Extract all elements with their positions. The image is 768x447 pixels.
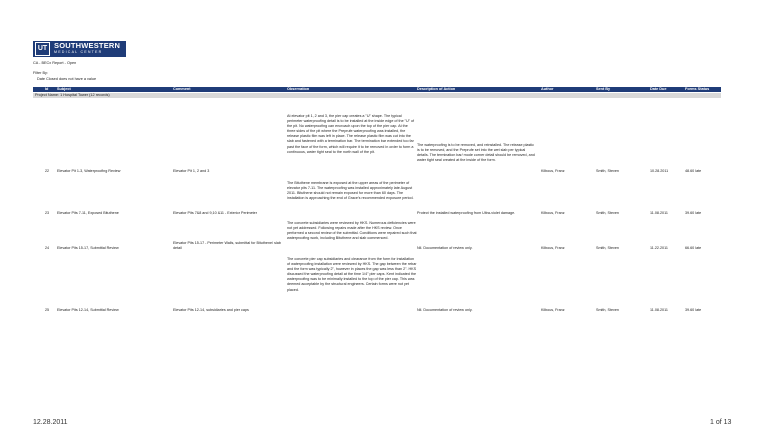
logo-subname: MEDICAL CENTER xyxy=(54,50,103,54)
row-date-due: 10.28.2011 xyxy=(650,169,669,173)
group-row xyxy=(33,93,721,98)
row-subject: Elevator Pits 15-17, Submittal Review xyxy=(57,246,119,250)
col-author: Author xyxy=(541,87,554,91)
filter-value: Date Closed does not have a value xyxy=(37,77,97,81)
row-subject: Elevator Pits 12-14, Submittal Review xyxy=(57,308,119,312)
row-observation: The concrete subsidiaries were reviewed by HKS. Numerous deficiencies were not yet addressed. Following repairs made after the HKS review. Once performed a second review of the submittal. Conditions were repaired such that waterproofing work, including Bituthene and slab commenced. xyxy=(287,221,417,241)
row-comment: Elevator Pits 7&8 and 9,10 &11 - Exterior Perimeter xyxy=(173,211,257,215)
row-action: The waterproofing is to be removed, and reinstalled. The release plastic is to be removed, and the Preprufe set into the wet slab per typical details. The termination bar/ mode corner detail should be removed, and water tight seal created at the inside of the form. xyxy=(417,143,535,163)
row-id: 22 xyxy=(45,169,50,173)
row-subject: Elevator Pit 1-3, Waterproofing Review xyxy=(57,169,121,173)
row-author: Kilbous, Franz xyxy=(541,211,565,215)
row-observation: The Bituthene membrane is exposed at the upper areas of the perimeter of elevator pits 7-11. The waterproofing was installed approximately late August 2011. Bituthene should not remain exposed for more than 60 days. The installation is approaching the end of Grace's recommended exposure period. xyxy=(287,181,414,201)
row-status: 39.60 late xyxy=(685,308,702,312)
row-sent-by: Smith, Steven xyxy=(596,169,619,173)
logo xyxy=(33,41,126,57)
filter-label: Filter By: xyxy=(33,71,48,75)
footer-date: 12.28.2011 xyxy=(33,419,68,426)
col-comment: Comment xyxy=(173,87,191,91)
row-author: Kilbous, Franz xyxy=(541,169,565,173)
col-date-due: Date Due xyxy=(650,87,667,91)
report-title: CA - BECx Report - Open xyxy=(33,61,77,65)
row-subject: Elevator Pits 7-11, Exposed Bituthene xyxy=(57,211,119,215)
row-status: 39.60 late xyxy=(685,211,702,215)
row-sent-by: Smith, Steven xyxy=(596,308,619,312)
row-date-due: 11.08.2011 xyxy=(650,308,668,312)
row-comment: Elevator Pits 15-17 - Perimeter Walls, submittal for Bituthene/ slab detail xyxy=(173,241,281,251)
row-observation: At elevator pit 1, 2 and 3, the pier cap creates a "U" shape. The typical perimeter waterproofing detail is to be installed at the inside edge of the "U" of the pit. No waterproofing can encroach upon the top of the pier cap. At the three sides of the pit where the Preprufe waterproofing was installed, the release plastic film was left in place. The release plastic film was cut into the slab and fastened with a termination bar. The termination bar extended too far past the face of the form, which will require it to be removed in order to form a continuous, water tight seal to the north wall of the pit. xyxy=(287,114,415,154)
row-action: Nil. Documentation of review only. xyxy=(417,246,473,250)
row-sent-by: Smith, Steven xyxy=(596,211,619,215)
footer-page: 1 of 13 xyxy=(710,419,732,426)
row-status: 48.60 late xyxy=(685,169,702,173)
col-observation: Observation xyxy=(287,87,310,91)
row-status: 66.60 late xyxy=(685,246,702,250)
row-id: 24 xyxy=(45,246,50,250)
row-comment: Elevator Pits 12-14, subsidiaries and pier caps xyxy=(173,308,249,312)
row-id: 23 xyxy=(45,211,50,215)
row-date-due: 11.08.2011 xyxy=(650,211,668,215)
row-action: Nil. Documentation of review only. xyxy=(417,308,473,312)
col-subject: Subject xyxy=(57,87,71,91)
row-author: Kilbous, Franz xyxy=(541,246,565,250)
logo-mark: UT xyxy=(35,42,50,56)
row-author: Kilbous, Franz xyxy=(541,308,565,312)
row-sent-by: Smith, Steven xyxy=(596,246,619,250)
col-forms-status: Forms Status xyxy=(685,87,710,91)
row-observation: The concrete pier cap subsidiaries and clearance from the form for installation of waterproofing installation were reviewed by HKS. The gap between the rebar and the form was typically 2", however in places the gap was less than 2". HKS discussed the waterproofing detail at the time 1/4" pier caps. Kent indicated the waterproofing was to be minimally installed to the top of the pier cap. This was deemed acceptable by the structural engineers. Certain forms were not yet placed. xyxy=(287,257,417,292)
col-description-of-action: Description of Action xyxy=(417,87,456,91)
row-date-due: 11.22.2011 xyxy=(650,246,668,250)
row-id: 25 xyxy=(45,308,50,312)
row-comment: Elevator Pit 1, 2 and 3 xyxy=(173,169,210,173)
col-id: Id xyxy=(45,87,49,91)
col-sent-by: Sent By xyxy=(596,87,611,91)
group-label: Project Name: 1 Hospital Tower (12 records) xyxy=(35,93,110,97)
row-action: Protect the installed waterproofing from Ultra-violet damage. xyxy=(417,211,516,215)
table-header xyxy=(33,87,721,92)
logo-name: SOUTHWESTERN xyxy=(54,41,121,50)
